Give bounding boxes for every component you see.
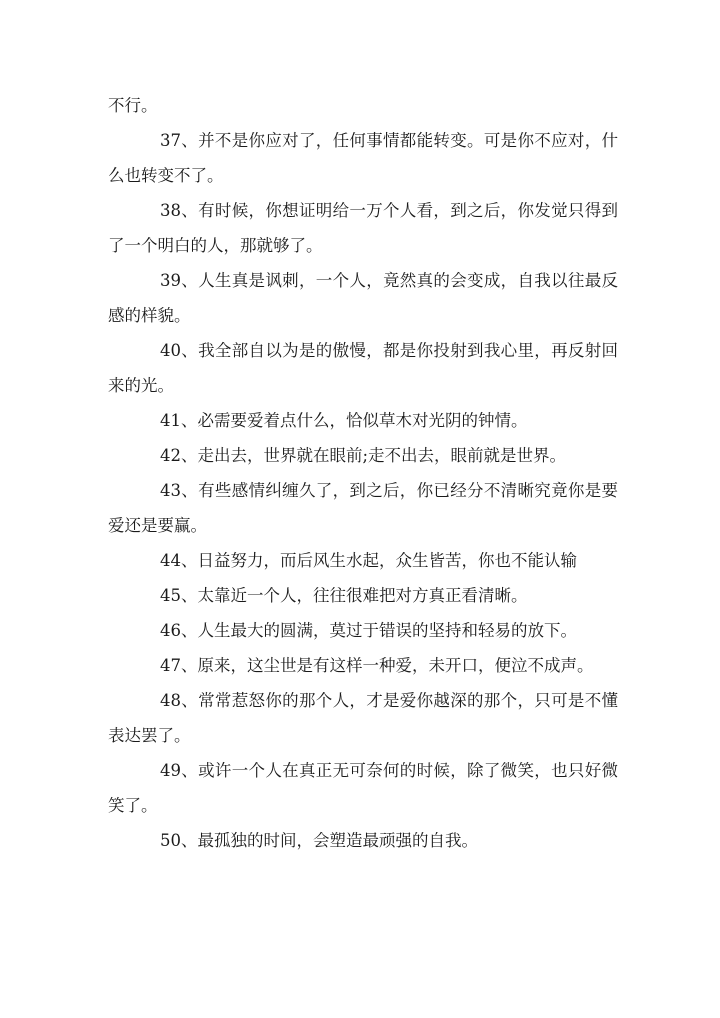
- quote-45: 45、太靠近一个人，往往很难把对方真正看清晰。: [160, 586, 528, 605]
- document-body: [108, 88, 618, 858]
- quote-38: 38、有时候，你想证明给一万个人看，到之后，你发觉只得到了一个明白的人，那就够了。: [108, 201, 618, 255]
- paragraph-continuation: 不行。: [108, 96, 158, 115]
- quote-46: 46、人生最大的圆满，莫过于错误的坚持和轻易的放下。: [160, 621, 577, 640]
- quote-39: 39、人生真是讽刺，一个人，竟然真的会变成，自我以往最反感的样貌。: [108, 271, 618, 325]
- quote-47: 47、原来，这尘世是有这样一种爱，未开口，便泣不成声。: [160, 656, 594, 675]
- quote-42: 42、走出去，世界就在眼前;走不出去，眼前就是世界。: [160, 446, 567, 465]
- quote-41: 41、必需要爱着点什么，恰似草木对光阴的钟情。: [160, 411, 528, 430]
- quote-44: 44、日益努力，而后风生水起，众生皆苦，你也不能认输: [160, 551, 577, 570]
- quote-50: 50、最孤独的时间，会塑造最顽强的自我。: [160, 831, 478, 850]
- quote-49: 49、或许一个人在真正无可奈何的时候，除了微笑，也只好微笑了。: [108, 761, 618, 815]
- quote-37: 37、并不是你应对了，任何事情都能转变。可是你不应对，什么也转变不了。: [108, 131, 618, 185]
- quote-40: 40、我全部自以为是的傲慢，都是你投射到我心里，再反射回来的光。: [108, 341, 618, 395]
- quote-48: 48、常常惹怒你的那个人，才是爱你越深的那个，只可是不懂表达罢了。: [108, 691, 618, 745]
- quote-43: 43、有些感情纠缠久了，到之后，你已经分不清晰究竟你是要爱还是要赢。: [108, 481, 618, 535]
